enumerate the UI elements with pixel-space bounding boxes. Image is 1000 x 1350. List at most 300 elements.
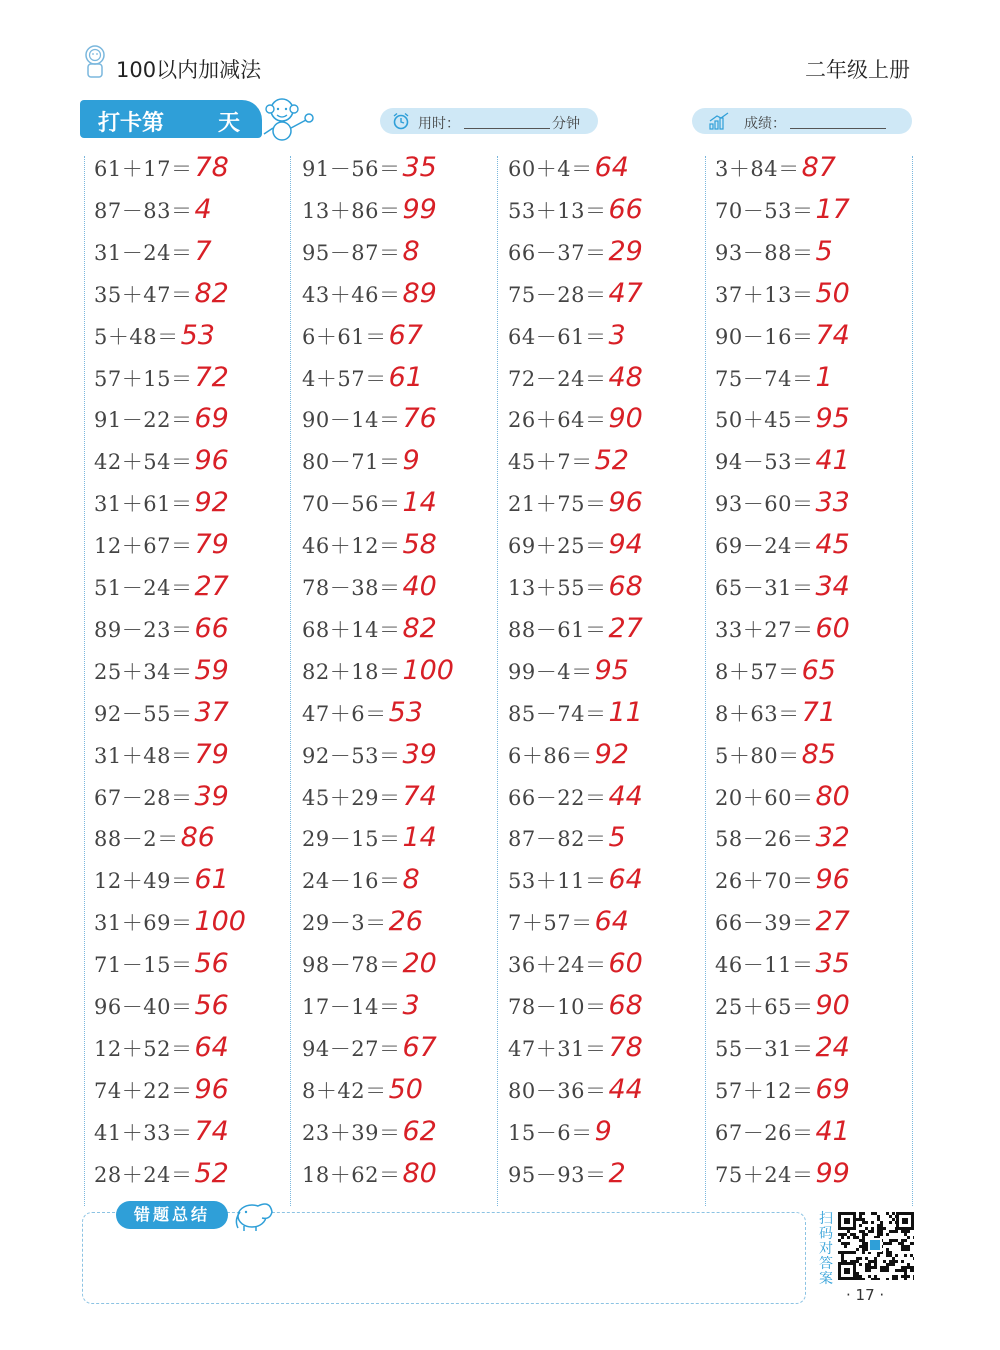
problem-row: [508, 906, 629, 948]
equation-text: 90－16＝: [715, 324, 814, 349]
handwritten-answer: 80: [402, 1157, 437, 1189]
problem-row: [302, 822, 437, 864]
problem-row: [94, 697, 229, 739]
handwritten-answer: 89: [402, 277, 437, 309]
equation-text: 8＋42＝: [302, 1078, 387, 1103]
problem-row: [94, 487, 229, 529]
score-input-line[interactable]: [790, 128, 886, 129]
problem-row: [94, 781, 229, 823]
equation-text: 17－14＝: [302, 995, 401, 1019]
problem-row: [508, 864, 643, 906]
problem-row: [302, 529, 437, 571]
problem-row: [94, 822, 215, 864]
problem-row: [94, 1158, 229, 1200]
problem-row: [715, 613, 850, 655]
problem-row: [302, 697, 423, 739]
handwritten-answer: 61: [388, 361, 423, 393]
equation-text: 18＋62＝: [302, 1162, 401, 1187]
handwritten-answer: 41: [815, 445, 850, 477]
handwritten-answer: 4: [194, 193, 212, 225]
handwritten-answer: 24: [815, 1031, 850, 1063]
handwritten-answer: 71: [801, 696, 836, 728]
handwritten-answer: 8: [402, 235, 420, 267]
handwritten-answer: 14: [402, 487, 437, 519]
problem-row: [715, 236, 833, 278]
handwritten-answer: 39: [402, 738, 437, 770]
handwritten-answer: 50: [388, 1073, 423, 1105]
handwritten-answer: 7: [194, 235, 212, 267]
handwritten-answer: 92: [594, 738, 629, 770]
problem-row: [715, 1032, 850, 1074]
equation-text: 20＋60＝: [715, 785, 814, 810]
problem-row: [94, 655, 229, 697]
problem-row: [715, 445, 850, 487]
handwritten-answer: 14: [402, 822, 437, 854]
checkin-banner: [80, 100, 262, 138]
monkey-mascot-icon: [258, 94, 316, 144]
handwritten-answer: 48: [608, 361, 643, 393]
equation-text: 31＋48＝: [94, 743, 193, 768]
equation-text: 47＋31＝: [508, 1036, 607, 1061]
problem-row: [94, 571, 229, 613]
problem-row: [508, 990, 643, 1032]
handwritten-answer: 67: [388, 319, 423, 351]
equation-text: 75－28＝: [508, 282, 607, 307]
handwritten-answer: 27: [194, 571, 229, 602]
equation-text: 93－60＝: [715, 492, 814, 517]
handwritten-answer: 62: [402, 1115, 437, 1147]
equation-text: 45＋29＝: [302, 785, 401, 810]
handwritten-answer: 8: [402, 864, 420, 896]
problem-row: [302, 613, 437, 655]
handwritten-answer: 67: [402, 1031, 437, 1063]
handwritten-answer: 5: [815, 235, 833, 267]
handwritten-answer: 95: [815, 403, 850, 435]
elephant-mascot-icon: [230, 1196, 280, 1232]
handwritten-answer: 34: [815, 571, 850, 602]
qr-code[interactable]: [838, 1212, 914, 1280]
grade-label: 二年级上册: [805, 58, 910, 82]
problem-row: [94, 362, 229, 404]
problem-row: [508, 1116, 612, 1158]
handwritten-answer: 68: [608, 990, 643, 1021]
handwritten-answer: 50: [815, 277, 850, 309]
handwritten-answer: 45: [815, 529, 850, 561]
equation-text: 93－88＝: [715, 240, 814, 265]
problem-row: [94, 990, 229, 1032]
equation-text: 87－83＝: [94, 198, 193, 223]
handwritten-answer: 40: [402, 571, 437, 602]
equation-text: 64－61＝: [508, 324, 607, 349]
problem-row: [715, 1074, 850, 1116]
equation-text: 66－22＝: [508, 785, 607, 810]
problem-row: [715, 152, 836, 194]
problem-row: [715, 990, 850, 1032]
equation-text: 24－16＝: [302, 869, 401, 894]
handwritten-answer: 3: [402, 990, 420, 1021]
error-summary-label: 错题总结: [116, 1201, 228, 1229]
time-unit: 分钟: [552, 116, 580, 132]
handwritten-answer: 78: [194, 152, 229, 183]
equation-text: 95－87＝: [302, 240, 401, 265]
problem-row: [302, 906, 423, 948]
equation-text: 99－4＝: [508, 659, 593, 684]
handwritten-answer: 20: [402, 948, 437, 980]
equation-text: 35＋47＝: [94, 282, 193, 307]
problem-row: [94, 152, 229, 194]
handwritten-answer: 61: [194, 864, 229, 896]
checkin-label-day: 打卡第: [98, 111, 165, 136]
page-number: · 17 ·: [846, 1286, 885, 1304]
problem-row: [94, 403, 229, 445]
problem-row: [508, 1158, 626, 1200]
problem-grid: [80, 150, 914, 1195]
problem-row: [715, 194, 850, 236]
handwritten-answer: 9: [594, 1115, 612, 1147]
equation-text: 74＋22＝: [94, 1078, 193, 1103]
equation-text: 13＋86＝: [302, 198, 401, 223]
score-label: 成绩：: [744, 116, 786, 132]
problem-row: [715, 320, 850, 362]
problem-row: [94, 529, 229, 571]
handwritten-answer: 26: [388, 906, 423, 938]
problem-row: [94, 739, 229, 781]
handwritten-answer: 27: [608, 612, 643, 644]
handwritten-answer: 68: [608, 571, 643, 602]
problem-row: [715, 278, 850, 320]
problem-row: [94, 278, 229, 320]
handwritten-answer: 82: [194, 277, 229, 309]
handwritten-answer: 100: [194, 906, 246, 938]
problem-row: [508, 236, 643, 278]
problem-row: [508, 739, 629, 781]
problem-row: [508, 571, 643, 613]
problem-row: [94, 1074, 229, 1116]
problem-row: [302, 236, 420, 278]
handwritten-answer: 99: [815, 1157, 850, 1189]
problem-row: [715, 864, 850, 906]
problem-row: [94, 948, 229, 990]
equation-text: 29－3＝: [302, 911, 387, 936]
problem-row: [508, 697, 643, 739]
equation-text: 41＋33＝: [94, 1120, 193, 1145]
handwritten-answer: 27: [815, 906, 850, 938]
handwritten-answer: 11: [608, 696, 643, 728]
problem-row: [715, 529, 850, 571]
time-input-line[interactable]: [464, 128, 550, 129]
equation-text: 89－23＝: [94, 617, 193, 642]
handwritten-answer: 39: [194, 780, 229, 812]
equation-text: 28＋24＝: [94, 1162, 193, 1187]
handwritten-answer: 32: [815, 822, 850, 854]
problem-row: [302, 1074, 423, 1116]
problem-row: [715, 739, 836, 781]
problem-row: [715, 403, 850, 445]
handwritten-answer: 79: [194, 738, 229, 770]
handwritten-answer: 64: [594, 152, 629, 183]
equation-text: 91－56＝: [302, 157, 401, 181]
problem-row: [302, 1116, 437, 1158]
handwritten-answer: 65: [801, 654, 836, 686]
equation-text: 36＋24＝: [508, 953, 607, 978]
problem-row: [94, 906, 246, 948]
problem-row: [508, 529, 643, 571]
handwritten-answer: 74: [815, 319, 850, 351]
handwritten-answer: 53: [180, 319, 215, 351]
equation-text: 26＋70＝: [715, 869, 814, 894]
problem-row: [302, 152, 437, 194]
handwritten-answer: 99: [402, 193, 437, 225]
problem-row: [302, 948, 437, 990]
handwritten-answer: 96: [608, 487, 643, 519]
equation-text: 55－31＝: [715, 1036, 814, 1061]
equation-text: 69＋25＝: [508, 534, 607, 559]
equation-text: 69－24＝: [715, 534, 814, 559]
handwritten-answer: 29: [608, 235, 643, 267]
equation-text: 96－40＝: [94, 995, 193, 1019]
handwritten-answer: 60: [608, 948, 643, 980]
handwritten-answer: 17: [815, 193, 850, 225]
equation-text: 95－93＝: [508, 1162, 607, 1187]
handwritten-answer: 33: [815, 487, 850, 519]
problem-row: [302, 1032, 437, 1074]
handwritten-answer: 92: [194, 487, 229, 519]
handwritten-answer: 69: [815, 1073, 850, 1105]
problem-row: [94, 864, 229, 906]
equation-text: 23＋39＝: [302, 1120, 401, 1145]
equation-text: 78－10＝: [508, 995, 607, 1019]
handwritten-answer: 100: [402, 654, 454, 686]
equation-text: 21＋75＝: [508, 492, 607, 517]
equation-text: 5＋80＝: [715, 743, 800, 768]
problem-row: [302, 739, 437, 781]
handwritten-answer: 59: [194, 654, 229, 686]
handwritten-answer: 74: [402, 780, 437, 812]
problem-row: [715, 1158, 850, 1200]
problem-row: [715, 697, 836, 739]
handwritten-answer: 96: [194, 1073, 229, 1105]
handwritten-answer: 94: [608, 529, 643, 561]
equation-text: 12＋67＝: [94, 534, 193, 559]
equation-text: 12＋52＝: [94, 1036, 193, 1061]
handwritten-answer: 90: [608, 403, 643, 435]
problem-row: [302, 655, 454, 697]
handwritten-answer: 41: [815, 1115, 850, 1147]
equation-text: 98－78＝: [302, 953, 401, 978]
problem-row: [508, 445, 629, 487]
handwritten-answer: 35: [815, 948, 850, 980]
equation-text: 67－28＝: [94, 785, 193, 810]
equation-text: 33＋27＝: [715, 617, 814, 642]
equation-text: 45＋7＝: [508, 450, 593, 475]
problem-row: [715, 362, 833, 404]
problem-row: [508, 278, 643, 320]
equation-text: 46－11＝: [715, 953, 814, 978]
equation-text: 94－27＝: [302, 1036, 401, 1061]
handwritten-answer: 74: [194, 1115, 229, 1147]
equation-text: 13＋55＝: [508, 576, 607, 600]
equation-text: 66－39＝: [715, 911, 814, 936]
equation-text: 92－55＝: [94, 701, 193, 726]
equation-text: 85－74＝: [508, 701, 607, 726]
equation-text: 57＋12＝: [715, 1078, 814, 1103]
handwritten-answer: 95: [594, 654, 629, 686]
equation-text: 31＋69＝: [94, 911, 193, 936]
handwritten-answer: 47: [608, 277, 643, 309]
equation-text: 46＋12＝: [302, 534, 401, 559]
equation-text: 57＋15＝: [94, 366, 193, 391]
equation-text: 61＋17＝: [94, 157, 193, 181]
handwritten-answer: 53: [388, 696, 423, 728]
problem-row: [302, 445, 420, 487]
equation-text: 42＋54＝: [94, 450, 193, 475]
equation-text: 75－74＝: [715, 366, 814, 391]
handwritten-answer: 60: [815, 612, 850, 644]
problem-row: [508, 403, 643, 445]
chart-growth-icon: [708, 112, 730, 130]
equation-text: 72－24＝: [508, 366, 607, 391]
problem-row: [302, 1158, 437, 1200]
handwritten-answer: 72: [194, 361, 229, 393]
handwritten-answer: 69: [194, 403, 229, 435]
handwritten-answer: 56: [194, 948, 229, 980]
problem-row: [508, 613, 643, 655]
problem-row: [508, 362, 643, 404]
problem-row: [715, 487, 850, 529]
equation-text: 47＋6＝: [302, 701, 387, 726]
problem-row: [94, 1032, 229, 1074]
equation-text: 87－82＝: [508, 827, 607, 852]
equation-text: 58－26＝: [715, 827, 814, 852]
handwritten-answer: 66: [608, 193, 643, 225]
score-field: [692, 108, 912, 134]
problem-row: [508, 152, 629, 194]
problem-row: [302, 781, 437, 823]
lion-logo-icon: [82, 44, 108, 80]
equation-text: 5＋48＝: [94, 324, 179, 349]
equation-text: 75＋24＝: [715, 1162, 814, 1187]
problem-row: [715, 948, 850, 990]
handwritten-answer: 1: [815, 361, 833, 393]
problem-row: [508, 655, 629, 697]
equation-text: 31＋61＝: [94, 492, 193, 517]
handwritten-answer: 79: [194, 529, 229, 561]
equation-text: 80－71＝: [302, 450, 401, 475]
equation-text: 37＋13＝: [715, 282, 814, 307]
handwritten-answer: 80: [815, 780, 850, 812]
problem-row: [715, 1116, 850, 1158]
handwritten-answer: 82: [402, 612, 437, 644]
handwritten-answer: 44: [608, 1073, 643, 1105]
handwritten-answer: 5: [608, 822, 626, 854]
alarm-clock-icon: [392, 112, 410, 130]
handwritten-answer: 9: [402, 445, 420, 477]
handwritten-answer: 78: [608, 1031, 643, 1063]
equation-text: 8＋57＝: [715, 659, 800, 684]
equation-text: 70－56＝: [302, 492, 401, 517]
problem-row: [715, 655, 836, 697]
handwritten-answer: 85: [801, 738, 836, 770]
handwritten-answer: 96: [815, 864, 850, 896]
equation-text: 15－6＝: [508, 1120, 593, 1145]
problem-row: [94, 320, 215, 362]
problem-row: [715, 571, 850, 613]
problem-row: [508, 1074, 643, 1116]
equation-text: 53＋11＝: [508, 869, 607, 894]
handwritten-answer: 86: [180, 822, 215, 854]
problem-row: [508, 194, 643, 236]
equation-text: 29－15＝: [302, 827, 401, 852]
equation-text: 6＋61＝: [302, 324, 387, 349]
problem-row: [94, 613, 229, 655]
equation-text: 8＋63＝: [715, 701, 800, 726]
equation-text: 67－26＝: [715, 1120, 814, 1145]
equation-text: 6＋86＝: [508, 743, 593, 768]
equation-text: 3＋84＝: [715, 157, 800, 181]
problem-row: [94, 1116, 229, 1158]
handwritten-answer: 58: [402, 529, 437, 561]
equation-text: 71－15＝: [94, 953, 193, 978]
equation-text: 88－2＝: [94, 827, 179, 852]
equation-text: 25＋34＝: [94, 659, 193, 684]
problem-row: [302, 864, 420, 906]
handwritten-answer: 52: [194, 1157, 229, 1189]
handwritten-answer: 37: [194, 696, 229, 728]
problem-row: [94, 194, 212, 236]
problem-row: [715, 781, 850, 823]
time-label: 用时：: [418, 116, 460, 132]
equation-text: 92－53＝: [302, 743, 401, 768]
time-field: [380, 108, 598, 134]
handwritten-answer: 96: [194, 445, 229, 477]
equation-text: 60＋4＝: [508, 157, 593, 181]
handwritten-answer: 44: [608, 780, 643, 812]
equation-text: 66－37＝: [508, 240, 607, 265]
handwritten-answer: 56: [194, 990, 229, 1021]
handwritten-answer: 35: [402, 152, 437, 183]
equation-text: 7＋57＝: [508, 911, 593, 936]
handwritten-answer: 90: [815, 990, 850, 1021]
handwritten-answer: 64: [608, 864, 643, 896]
problem-row: [302, 278, 437, 320]
equation-text: 51－24＝: [94, 576, 193, 600]
handwritten-answer: 52: [594, 445, 629, 477]
equation-text: 4＋57＝: [302, 366, 387, 391]
equation-text: 90－14＝: [302, 408, 401, 433]
equation-text: 50＋45＝: [715, 408, 814, 433]
problem-row: [302, 320, 423, 362]
equation-text: 43＋46＝: [302, 282, 401, 307]
handwritten-answer: 64: [594, 906, 629, 938]
equation-text: 53＋13＝: [508, 198, 607, 223]
equation-text: 12＋49＝: [94, 869, 193, 894]
handwritten-answer: 66: [194, 612, 229, 644]
equation-text: 88－61＝: [508, 617, 607, 642]
equation-text: 94－53＝: [715, 450, 814, 475]
book-title: 100以内加减法: [116, 58, 262, 82]
problem-row: [302, 487, 437, 529]
equation-text: 70－53＝: [715, 198, 814, 223]
equation-text: 82＋18＝: [302, 659, 401, 684]
problem-row: [715, 906, 850, 948]
equation-text: 80－36＝: [508, 1078, 607, 1103]
problem-row: [508, 487, 643, 529]
equation-text: 31－24＝: [94, 240, 193, 265]
handwritten-answer: 87: [801, 152, 836, 183]
problem-row: [508, 781, 643, 823]
problem-row: [508, 320, 626, 362]
problem-row: [302, 571, 437, 613]
